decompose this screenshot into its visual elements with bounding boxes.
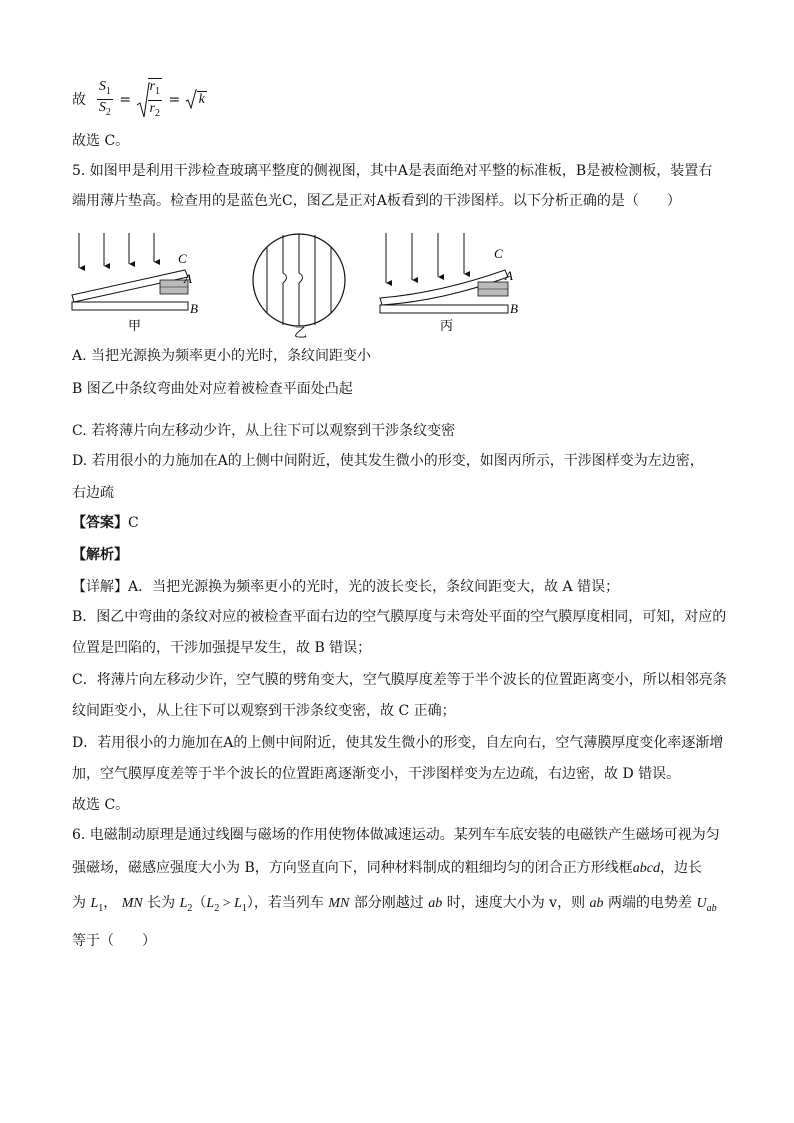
q5-answer bbox=[72, 513, 139, 533]
caption-yi: 乙 bbox=[294, 326, 308, 341]
sqrt-r-ratio: $\frac{r_1}{r_2}$ bbox=[136, 78, 164, 122]
q6-line3: 为 $L_1$， MN 长为 $L_2(L_2 > L_1)$，若当列车 MN 部分刚越过 ab 时，速度大小为 v，则 ab 两端的电势差 $U_{ab}$ bbox=[72, 895, 717, 914]
q5-stem-line1: 5. 如图甲是利用干涉检查玻璃平整度的侧视图，其中A是表面绝对平整的标准板，B是被检测板，装置右 bbox=[72, 163, 713, 179]
caption-jia: 甲 bbox=[128, 319, 142, 334]
q5-figures bbox=[0, 225, 794, 345]
label-b-jia: B bbox=[190, 301, 198, 316]
q5-stem-line2: 端用薄片垫高。检查用的是蓝色光C，图乙是正对A板看到的干涉图样。以下分析正确的是（ ） bbox=[72, 193, 681, 209]
q5-detail-line5: 纹间距变小，从上往下可以观察到干涉条纹变密，故 C 正确； bbox=[72, 703, 456, 719]
radical-icon bbox=[185, 89, 197, 109]
prev-conclusion: 故选 C。 bbox=[72, 133, 130, 149]
fraction-s1-s2: $\frac{S_1}{S_2}$ bbox=[98, 78, 111, 119]
label-b-bing: B bbox=[510, 301, 518, 316]
light-rays bbox=[386, 233, 464, 283]
q5-detail-line7: 加，空气膜厚度差等于半个波长的位置距离逐渐变小，干涉图样变为左边疏，右边密，故 D 错误。 bbox=[72, 766, 681, 782]
q5-detail-line1: 【详解】A．当把光源换为频率更小的光时，光的波长变长，条纹间距变大，故 A 错误； bbox=[72, 579, 620, 595]
q5-detail-line2: B．图乙中弯曲的条纹对应的被检查平面右边的空气膜厚度与未弯处平面的空气膜厚度相同，可知，对应的 bbox=[72, 609, 727, 625]
test-plate-b bbox=[72, 302, 188, 310]
caption-bing: 丙 bbox=[440, 319, 454, 334]
q5-option-a: A. 当把光源换为频率更小的光时，条纹间距变小 bbox=[72, 348, 372, 364]
q6-line4: 等于（ ） bbox=[72, 933, 156, 949]
q5-detail-line8: 故选 C。 bbox=[72, 797, 130, 813]
q5-analysis-label: 【解析】 bbox=[72, 547, 128, 563]
label-c-bing: C bbox=[494, 246, 503, 261]
q5-option-d-line1: D. 若用很小的力施加在A的上侧中间附近，使其发生微小的形变，如图丙所示，干涉图样变为左边密， bbox=[72, 453, 704, 469]
label-a-jia: A bbox=[184, 271, 192, 286]
label-c-jia: C bbox=[178, 251, 187, 266]
figure-yi bbox=[253, 234, 345, 341]
q5-detail-line6: D．若用很小的力施加在A的上侧中间附近，使其发生微小的形变，自左向右，空气薄膜厚度变化率逐渐增 bbox=[72, 735, 724, 751]
q5-option-b: B 图乙中条纹弯曲处对应着被检查平面处凸起 bbox=[72, 381, 353, 397]
q5-option-d-line2: 右边疏 bbox=[72, 485, 114, 501]
inequality: $L_2 > L_1$ bbox=[206, 896, 247, 914]
q5-detail-line4: C．将薄片向左移动少许，空气膜的劈角变大，空气膜厚度差等于半个波长的位置距离变小，所以相邻亮条 bbox=[72, 672, 727, 688]
answer-label: 【答案】 bbox=[72, 515, 128, 531]
equals-sign: = bbox=[119, 91, 132, 108]
q6-line1: 6. 电磁制动原理是通过线圈与磁场的作用使物体做减速运动。某列车车底安装的电磁铁产生磁场可视为匀 bbox=[72, 827, 720, 843]
equals-sign-2: = bbox=[168, 91, 181, 108]
light-rays bbox=[79, 233, 154, 268]
figure-bing bbox=[380, 233, 518, 334]
var-L2: $L_2$ bbox=[179, 896, 193, 914]
q5-detail-line3: 位置是凹陷的，干涉加强提早发生，故 B 错误； bbox=[72, 640, 372, 656]
test-plate-b-bing bbox=[380, 305, 508, 313]
var-L1: $L_1$ bbox=[90, 896, 104, 914]
q5-option-c: C. 若将薄片向左移动少许，从上往下可以观察到干涉条纹变密 bbox=[72, 423, 456, 439]
label-a-bing: A bbox=[505, 268, 513, 283]
sqrt-k: k bbox=[185, 79, 207, 120]
var-abcd: abcd bbox=[632, 861, 660, 876]
figure-jia bbox=[72, 233, 198, 334]
var-MN: MN bbox=[121, 896, 143, 911]
q6-line2: 强磁场，磁感应强度大小为 B，方向竖直向下，同种材料制成的粗细均匀的闭合正方形线框abcd，边长 bbox=[72, 860, 702, 876]
prev-formula bbox=[72, 78, 207, 118]
var-Uab: $U_{ab}$ bbox=[696, 896, 717, 914]
formula-prefix: 故 bbox=[72, 91, 86, 108]
answer-value: C bbox=[128, 515, 139, 531]
